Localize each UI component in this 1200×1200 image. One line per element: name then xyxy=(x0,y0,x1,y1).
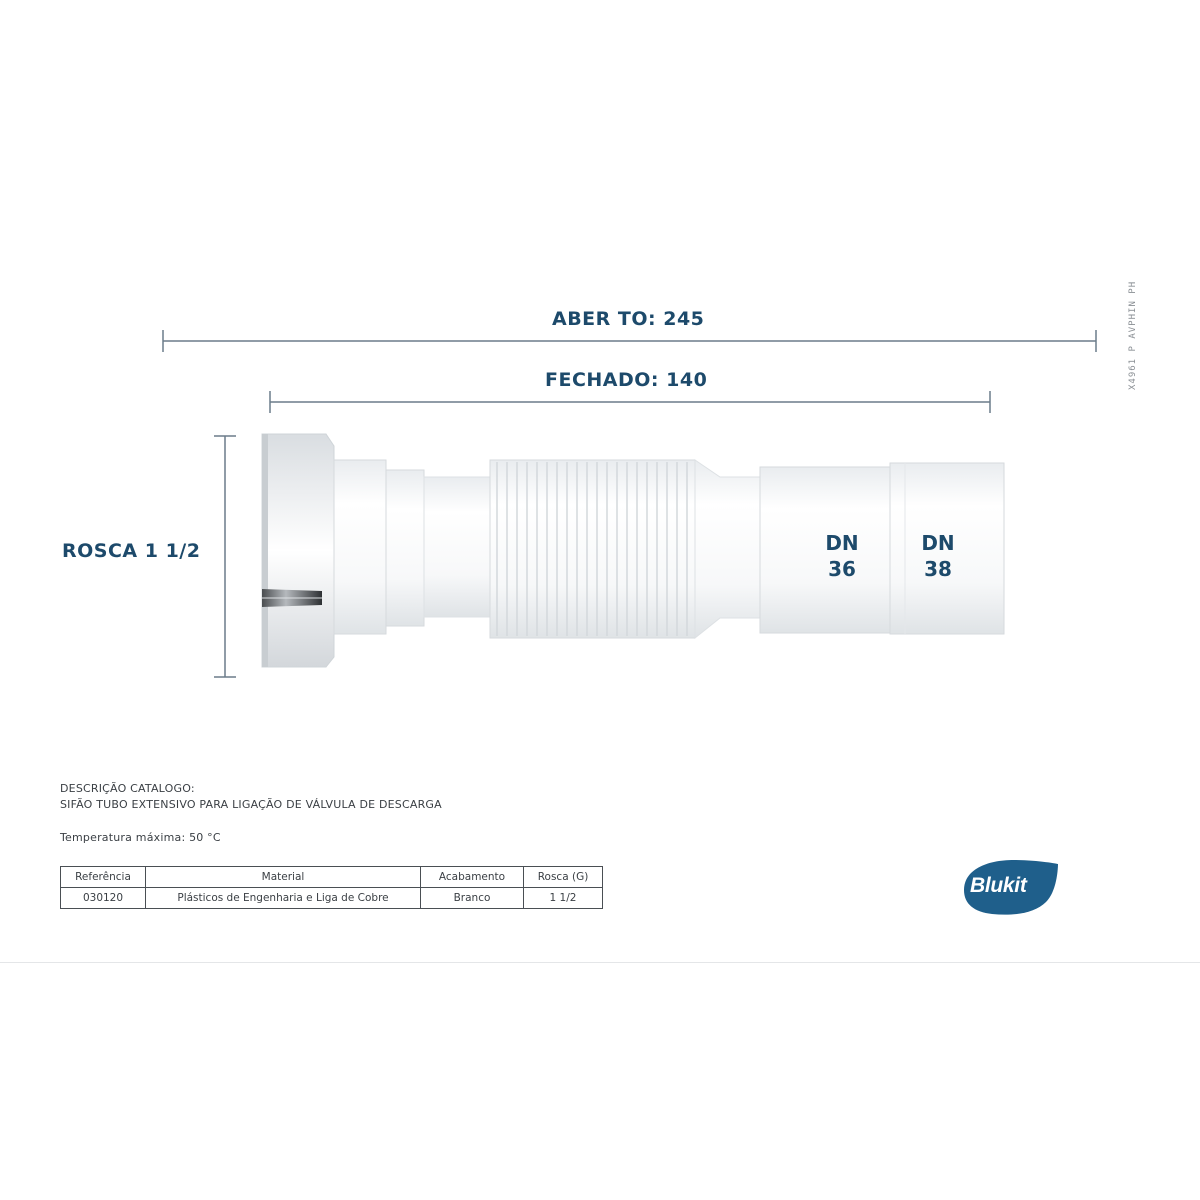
description-heading: DESCRIÇÃO CATALOGO: xyxy=(60,782,195,795)
dn38-label: DN 38 xyxy=(921,531,955,581)
spec-cell-rosca: 1 1/2 xyxy=(524,888,603,909)
spec-cell-referencia: 030120 xyxy=(61,888,146,909)
spec-header-referencia: Referência xyxy=(61,867,146,888)
spec-header-rosca: Rosca (G) xyxy=(524,867,603,888)
spec-header-material: Material xyxy=(146,867,421,888)
rosca-dimension-label: ROSCA 1 1/2 xyxy=(62,540,201,562)
temperature-text: Temperatura máxima: 50 °C xyxy=(60,831,221,844)
siphon-tube-illustration xyxy=(262,434,1004,667)
fechado-dimension-label: FECHADO: 140 xyxy=(545,369,708,391)
spec-table-header-row xyxy=(61,867,603,888)
spec-cell-acabamento: Branco xyxy=(421,888,524,909)
aberto-dimension-label: ABER TO: 245 xyxy=(552,308,705,330)
spec-table xyxy=(60,866,603,909)
table-row xyxy=(61,888,603,909)
spec-header-acabamento: Acabamento xyxy=(421,867,524,888)
fechado-dimension-line xyxy=(270,391,990,413)
blukit-logo-text: Blukit xyxy=(970,874,1027,897)
spec-cell-material: Plásticos de Engenharia e Liga de Cobre xyxy=(146,888,421,909)
aberto-dimension-line xyxy=(163,330,1096,352)
dn36-label: DN 36 xyxy=(825,531,859,581)
rosca-dimension-line xyxy=(214,436,236,677)
side-reference-code: X4961 P AVPHIN PH xyxy=(1128,280,1138,390)
description-text: SIFÃO TUBO EXTENSIVO PARA LIGAÇÃO DE VÁLVULA DE DESCARGA xyxy=(60,798,442,811)
